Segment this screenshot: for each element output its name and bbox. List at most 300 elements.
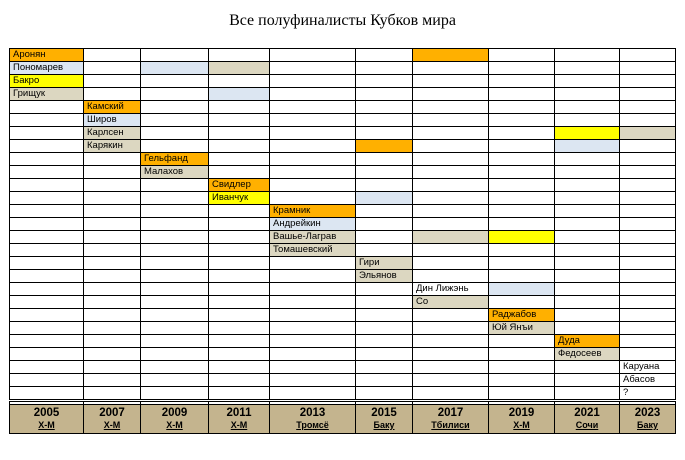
result-cell bbox=[84, 374, 141, 387]
result-cell bbox=[84, 361, 141, 374]
table-row bbox=[10, 283, 676, 296]
result-cell bbox=[10, 348, 84, 361]
result-cell bbox=[141, 140, 209, 153]
result-cell bbox=[413, 192, 489, 205]
result-cell bbox=[489, 127, 555, 140]
year-cell bbox=[209, 405, 270, 434]
result-cell bbox=[84, 296, 141, 309]
player-name-cell: Крамник bbox=[270, 205, 356, 218]
result-cell bbox=[489, 244, 555, 257]
result-cell bbox=[413, 179, 489, 192]
result-cell bbox=[620, 348, 676, 361]
result-cell bbox=[489, 348, 555, 361]
table-row bbox=[10, 231, 676, 244]
result-cell bbox=[10, 231, 84, 244]
result-cell bbox=[413, 49, 489, 62]
result-cell bbox=[209, 361, 270, 374]
result-cell bbox=[209, 231, 270, 244]
result-cell bbox=[270, 153, 356, 166]
result-cell bbox=[489, 49, 555, 62]
result-cell bbox=[620, 244, 676, 257]
result-cell bbox=[84, 192, 141, 205]
result-cell bbox=[620, 179, 676, 192]
year-label: 2011 bbox=[226, 407, 252, 419]
result-cell bbox=[10, 153, 84, 166]
year-label: 2019 bbox=[508, 407, 535, 419]
result-cell bbox=[270, 322, 356, 335]
result-cell bbox=[10, 127, 84, 140]
result-cell bbox=[555, 153, 620, 166]
table-row bbox=[10, 257, 676, 270]
result-cell bbox=[555, 309, 620, 322]
result-cell bbox=[356, 49, 413, 62]
result-cell bbox=[356, 335, 413, 348]
result-cell bbox=[356, 114, 413, 127]
result-cell bbox=[489, 179, 555, 192]
year-cell bbox=[413, 405, 489, 434]
result-cell bbox=[84, 335, 141, 348]
player-name-cell: Грищук bbox=[10, 88, 84, 101]
table-row bbox=[10, 153, 676, 166]
result-cell bbox=[555, 127, 620, 140]
player-name-cell: Свидлер bbox=[209, 179, 270, 192]
result-cell bbox=[10, 257, 84, 270]
player-name-cell: Аронян bbox=[10, 49, 84, 62]
result-cell bbox=[620, 257, 676, 270]
result-cell bbox=[356, 231, 413, 244]
result-cell bbox=[209, 244, 270, 257]
result-cell bbox=[10, 101, 84, 114]
table-row bbox=[10, 387, 676, 401]
result-cell bbox=[356, 75, 413, 88]
result-cell bbox=[620, 296, 676, 309]
result-cell bbox=[10, 322, 84, 335]
result-cell bbox=[413, 166, 489, 179]
result-cell bbox=[489, 101, 555, 114]
result-cell bbox=[489, 231, 555, 244]
table-row bbox=[10, 244, 676, 257]
table-row bbox=[10, 49, 676, 62]
result-cell bbox=[209, 322, 270, 335]
year-cell bbox=[620, 405, 676, 434]
result-cell bbox=[141, 127, 209, 140]
player-name-cell: Камский bbox=[84, 101, 141, 114]
table-row bbox=[10, 166, 676, 179]
result-cell bbox=[356, 205, 413, 218]
result-cell bbox=[10, 192, 84, 205]
result-cell bbox=[489, 335, 555, 348]
result-cell bbox=[10, 374, 84, 387]
result-cell bbox=[141, 75, 209, 88]
result-cell bbox=[620, 192, 676, 205]
player-name-cell: Гири bbox=[356, 257, 413, 270]
result-cell bbox=[209, 49, 270, 62]
table-row bbox=[10, 218, 676, 231]
result-cell bbox=[620, 62, 676, 75]
result-cell bbox=[10, 270, 84, 283]
result-cell bbox=[10, 205, 84, 218]
result-cell bbox=[10, 309, 84, 322]
venue-label: Х-М bbox=[513, 420, 530, 430]
result-cell bbox=[10, 335, 84, 348]
result-cell bbox=[356, 166, 413, 179]
player-name-cell: Иванчук bbox=[209, 192, 270, 205]
result-cell bbox=[620, 205, 676, 218]
venue-label: Сочи bbox=[575, 420, 599, 430]
player-name-cell: Малахов bbox=[141, 166, 209, 179]
result-cell bbox=[141, 374, 209, 387]
result-cell bbox=[10, 218, 84, 231]
table-row bbox=[10, 309, 676, 322]
table-row bbox=[10, 62, 676, 75]
result-cell bbox=[84, 322, 141, 335]
result-cell bbox=[141, 231, 209, 244]
result-cell bbox=[209, 140, 270, 153]
result-cell bbox=[209, 257, 270, 270]
player-name-cell: Андрейкин bbox=[270, 218, 356, 231]
result-cell bbox=[209, 296, 270, 309]
result-cell bbox=[141, 101, 209, 114]
result-cell bbox=[356, 309, 413, 322]
result-cell bbox=[209, 88, 270, 101]
result-cell bbox=[356, 192, 413, 205]
result-cell bbox=[555, 296, 620, 309]
table-row bbox=[10, 192, 676, 205]
result-cell bbox=[209, 101, 270, 114]
result-cell bbox=[555, 140, 620, 153]
result-cell bbox=[356, 127, 413, 140]
result-cell bbox=[270, 127, 356, 140]
year-label: 2017 bbox=[437, 407, 464, 419]
result-cell bbox=[555, 244, 620, 257]
player-name-cell: Бакро bbox=[10, 75, 84, 88]
result-cell bbox=[413, 205, 489, 218]
result-cell bbox=[413, 309, 489, 322]
result-cell bbox=[141, 296, 209, 309]
result-cell bbox=[84, 49, 141, 62]
result-cell bbox=[141, 335, 209, 348]
player-name-cell: Гельфанд bbox=[141, 153, 209, 166]
result-cell bbox=[10, 114, 84, 127]
result-cell bbox=[10, 244, 84, 257]
result-cell bbox=[555, 88, 620, 101]
venue-label: Тромсё bbox=[296, 420, 329, 430]
player-name-cell: Карлсен bbox=[84, 127, 141, 140]
year-cell bbox=[489, 405, 555, 434]
table-row bbox=[10, 140, 676, 153]
result-cell bbox=[620, 88, 676, 101]
result-cell bbox=[555, 218, 620, 231]
result-cell bbox=[555, 192, 620, 205]
result-cell bbox=[84, 88, 141, 101]
result-cell bbox=[84, 179, 141, 192]
result-cell bbox=[356, 296, 413, 309]
result-cell bbox=[413, 335, 489, 348]
result-cell bbox=[413, 114, 489, 127]
result-cell bbox=[10, 179, 84, 192]
result-cell bbox=[84, 244, 141, 257]
result-cell bbox=[620, 127, 676, 140]
result-cell bbox=[413, 348, 489, 361]
result-cell bbox=[141, 348, 209, 361]
player-name-cell: Эльянов bbox=[356, 270, 413, 283]
result-cell bbox=[84, 387, 141, 401]
result-cell bbox=[413, 270, 489, 283]
result-cell bbox=[489, 283, 555, 296]
result-cell bbox=[84, 270, 141, 283]
result-cell bbox=[270, 361, 356, 374]
result-cell bbox=[356, 179, 413, 192]
year-label: 2013 bbox=[299, 407, 326, 419]
result-cell bbox=[356, 374, 413, 387]
result-cell bbox=[209, 127, 270, 140]
result-cell bbox=[356, 361, 413, 374]
result-cell bbox=[620, 270, 676, 283]
result-cell bbox=[555, 257, 620, 270]
year-label: 2021 bbox=[574, 407, 600, 419]
result-cell bbox=[270, 296, 356, 309]
result-cell bbox=[141, 322, 209, 335]
result-cell bbox=[413, 231, 489, 244]
result-cell bbox=[270, 49, 356, 62]
result-cell bbox=[555, 231, 620, 244]
result-cell bbox=[141, 62, 209, 75]
player-name-cell: Пономарев bbox=[10, 62, 84, 75]
result-cell bbox=[489, 257, 555, 270]
year-label: 2009 bbox=[161, 407, 188, 419]
result-cell bbox=[413, 88, 489, 101]
player-name-cell: Каруана bbox=[620, 361, 676, 374]
result-cell bbox=[84, 75, 141, 88]
result-cell bbox=[356, 283, 413, 296]
result-cell bbox=[555, 361, 620, 374]
result-cell bbox=[141, 257, 209, 270]
player-name-cell: Дин Лижэнь bbox=[413, 283, 489, 296]
result-cell bbox=[270, 62, 356, 75]
result-cell bbox=[413, 244, 489, 257]
result-cell bbox=[413, 361, 489, 374]
table-row bbox=[10, 296, 676, 309]
result-cell bbox=[555, 49, 620, 62]
page-title: Все полуфиналисты Кубков мира bbox=[229, 12, 456, 29]
player-name-cell: Широв bbox=[84, 114, 141, 127]
result-cell bbox=[270, 114, 356, 127]
result-cell bbox=[356, 140, 413, 153]
result-cell bbox=[620, 101, 676, 114]
result-cell bbox=[489, 270, 555, 283]
result-cell bbox=[555, 101, 620, 114]
result-cell bbox=[141, 244, 209, 257]
result-cell bbox=[555, 179, 620, 192]
table-row bbox=[10, 374, 676, 387]
result-cell bbox=[620, 153, 676, 166]
result-cell bbox=[270, 309, 356, 322]
result-cell bbox=[209, 348, 270, 361]
result-cell bbox=[489, 192, 555, 205]
result-cell bbox=[356, 88, 413, 101]
result-cell bbox=[489, 387, 555, 401]
result-cell bbox=[489, 114, 555, 127]
table-row bbox=[10, 348, 676, 361]
result-cell bbox=[141, 88, 209, 101]
venue-label: Х-М bbox=[166, 420, 183, 430]
result-cell bbox=[555, 205, 620, 218]
result-cell bbox=[270, 374, 356, 387]
year-label: 2007 bbox=[99, 407, 125, 419]
result-cell bbox=[141, 49, 209, 62]
result-cell bbox=[489, 153, 555, 166]
table-row bbox=[10, 179, 676, 192]
result-cell bbox=[209, 270, 270, 283]
player-name-cell: Юй Янъи bbox=[489, 322, 555, 335]
result-cell bbox=[141, 361, 209, 374]
result-cell bbox=[10, 361, 84, 374]
result-cell bbox=[620, 231, 676, 244]
result-cell bbox=[489, 361, 555, 374]
result-cell bbox=[620, 335, 676, 348]
player-name-cell: Вашье-Лаграв bbox=[270, 231, 356, 244]
player-name-cell: Раджабов bbox=[489, 309, 555, 322]
result-cell bbox=[209, 218, 270, 231]
result-cell bbox=[270, 192, 356, 205]
result-cell bbox=[209, 205, 270, 218]
result-cell bbox=[489, 166, 555, 179]
result-cell bbox=[270, 283, 356, 296]
result-cell bbox=[489, 140, 555, 153]
result-cell bbox=[620, 309, 676, 322]
semifinalists-table bbox=[9, 48, 676, 434]
result-cell bbox=[141, 179, 209, 192]
venue-label: Х-М bbox=[230, 420, 248, 430]
result-cell bbox=[10, 140, 84, 153]
result-cell bbox=[209, 309, 270, 322]
result-cell bbox=[84, 348, 141, 361]
venue-label: Тбилиси bbox=[431, 420, 470, 430]
result-cell bbox=[270, 335, 356, 348]
table-row bbox=[10, 88, 676, 101]
result-cell bbox=[413, 218, 489, 231]
result-cell bbox=[356, 322, 413, 335]
result-cell bbox=[209, 114, 270, 127]
player-name-cell: Абасов bbox=[620, 374, 676, 387]
result-cell bbox=[84, 283, 141, 296]
year-cell bbox=[555, 405, 620, 434]
result-cell bbox=[141, 205, 209, 218]
result-cell bbox=[620, 283, 676, 296]
result-cell bbox=[84, 166, 141, 179]
result-cell bbox=[620, 75, 676, 88]
result-cell bbox=[413, 387, 489, 401]
year-label: 2005 bbox=[33, 407, 60, 419]
result-cell bbox=[555, 374, 620, 387]
result-cell bbox=[356, 101, 413, 114]
result-cell bbox=[555, 322, 620, 335]
table-row bbox=[10, 114, 676, 127]
result-cell bbox=[141, 114, 209, 127]
year-label: 2015 bbox=[371, 407, 397, 419]
result-cell bbox=[141, 192, 209, 205]
result-cell bbox=[489, 62, 555, 75]
result-cell bbox=[413, 322, 489, 335]
result-cell bbox=[620, 218, 676, 231]
result-cell bbox=[620, 49, 676, 62]
result-cell bbox=[141, 387, 209, 401]
result-cell bbox=[84, 231, 141, 244]
result-cell bbox=[555, 270, 620, 283]
result-cell bbox=[270, 140, 356, 153]
result-cell bbox=[489, 75, 555, 88]
result-cell bbox=[489, 205, 555, 218]
player-name-cell: Федосеев bbox=[555, 348, 620, 361]
venue-label: Х-М bbox=[38, 420, 55, 430]
result-cell bbox=[84, 218, 141, 231]
result-cell bbox=[270, 101, 356, 114]
result-cell bbox=[356, 348, 413, 361]
year-cell bbox=[356, 405, 413, 434]
table-row bbox=[10, 335, 676, 348]
result-cell bbox=[84, 153, 141, 166]
player-name-cell: Со bbox=[413, 296, 489, 309]
year-cell bbox=[270, 405, 356, 434]
result-cell bbox=[489, 88, 555, 101]
result-cell bbox=[84, 257, 141, 270]
player-name-cell: Дуда bbox=[555, 335, 620, 348]
result-cell bbox=[620, 140, 676, 153]
result-cell bbox=[413, 257, 489, 270]
result-cell bbox=[270, 88, 356, 101]
result-cell bbox=[209, 335, 270, 348]
year-cell bbox=[10, 405, 84, 434]
table-row bbox=[10, 127, 676, 140]
result-cell bbox=[356, 244, 413, 257]
result-cell bbox=[270, 257, 356, 270]
result-cell bbox=[84, 205, 141, 218]
result-cell bbox=[413, 374, 489, 387]
result-cell bbox=[84, 309, 141, 322]
table-row bbox=[10, 361, 676, 374]
result-cell bbox=[489, 296, 555, 309]
year-cell bbox=[141, 405, 209, 434]
table-row bbox=[10, 270, 676, 283]
result-cell bbox=[413, 75, 489, 88]
result-cell bbox=[141, 218, 209, 231]
result-cell bbox=[270, 387, 356, 401]
result-cell bbox=[209, 153, 270, 166]
venue-label: Баку bbox=[373, 420, 395, 430]
result-cell bbox=[209, 374, 270, 387]
result-cell bbox=[356, 62, 413, 75]
result-cell bbox=[555, 166, 620, 179]
result-cell bbox=[10, 296, 84, 309]
player-name-cell: ? bbox=[620, 387, 676, 401]
result-cell bbox=[356, 218, 413, 231]
table-row bbox=[10, 101, 676, 114]
venue-label: Х-М bbox=[103, 420, 121, 430]
result-cell bbox=[620, 166, 676, 179]
venue-label: Баку bbox=[637, 420, 658, 430]
result-cell bbox=[209, 166, 270, 179]
year-cell bbox=[84, 405, 141, 434]
result-cell bbox=[10, 387, 84, 401]
result-cell bbox=[10, 283, 84, 296]
result-cell bbox=[489, 218, 555, 231]
result-cell bbox=[209, 387, 270, 401]
result-cell bbox=[356, 387, 413, 401]
player-name-cell: Карякин bbox=[84, 140, 141, 153]
result-cell bbox=[413, 62, 489, 75]
result-cell bbox=[555, 387, 620, 401]
result-cell bbox=[413, 140, 489, 153]
